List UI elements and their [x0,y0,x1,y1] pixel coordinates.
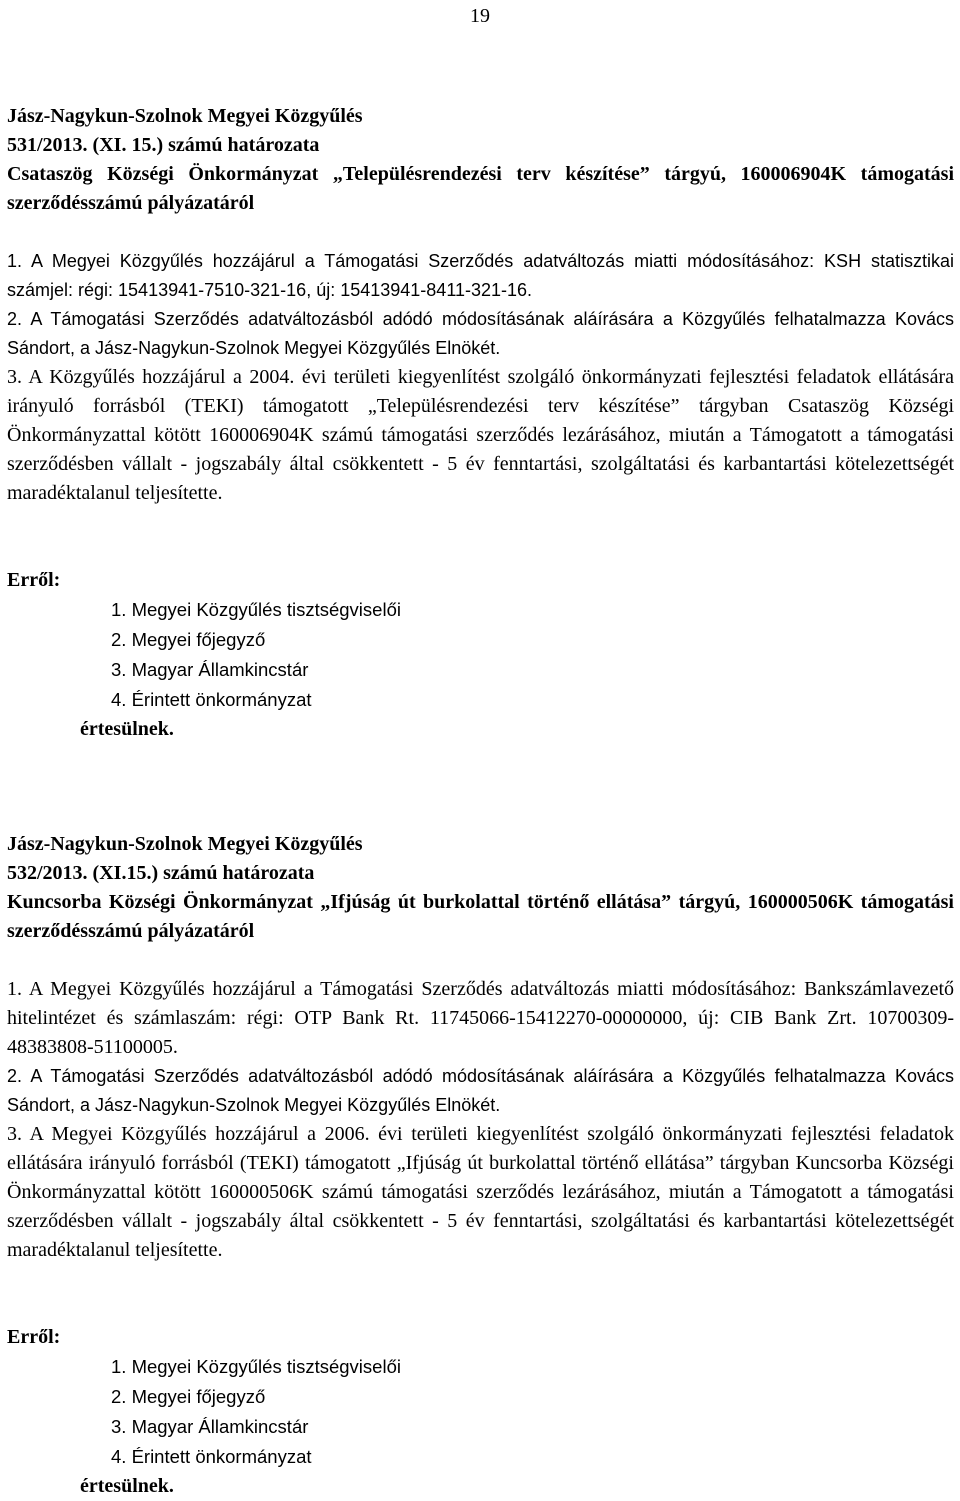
paragraph-text: A Támogatási Szerződés adatváltozásból adódó módosításának aláírására a Közgyűlés felhatalmazza Kovács Sándort, a Jász-Nagykun-Szolnok Megyei Közgyűlés Elnökét. [7,309,954,358]
paragraph-2 [7,1062,954,1120]
list-item: 1. Megyei Közgyűlés tisztségviselői [111,1356,401,1377]
list-item: 1. Megyei Közgyűlés tisztségviselői [111,599,401,620]
paragraph-text: A Közgyűlés hozzájárul a 2004. évi területi kiegyenlítést szolgáló önkormányzati fejlesztési feladatok ellátására irányuló forrásból (TEKI) támogatott „Településrendezési terv készítése” tárgyban Csataszög Községi Önkormányzattal kötött 160006904K számú támogatási szerződés lezárásához, miután a Támogatott a támogatási szerződésben vállalt - jogszabály által csökkentett - 5 év fenntartási, szolgáltatási és karbantartási kötelezettségét maradéktalanul teljesítette. [7,366,954,504]
page-number: 19 [470,5,490,27]
distribution-block [7,1323,954,1501]
paragraph-1 [7,975,954,1062]
paragraph-number: 3. [7,1123,22,1145]
distribution-label: Erről: [7,1326,61,1348]
paragraph-number: 2. [7,309,23,329]
resolution-body-name: Jász-Nagykun-Szolnok Megyei Közgyűlés [7,105,363,127]
notify-label: értesülnek. [80,718,174,740]
list-item: 4. Érintett önkormányzat [111,1446,312,1467]
resolution-paragraphs [7,247,954,508]
resolution-532 [7,830,954,1501]
resolution-subject: Kuncsorba Községi Önkormányzat „Ifjúság út burkolattal történő ellátása” tárgyú, 160000506K támogatási szerződésszámú pályázatáról [7,891,954,942]
paragraph-text: A Megyei Közgyűlés hozzájárul a 2006. évi területi kiegyenlítést szolgáló önkormányzati fejlesztési feladatok ellátására irányuló forrásból (TEKI) támogatott „Ifjúság út burkolattal történő ellátása” tárgyban Kuncsorba Községi Önkormányzattal kötött 160000506K számú támogatási szerződés lezárásához, miután a Támogatott a támogatási szerződésben vállalt - jogszabály által csökkentett - 5 év fenntartási, szolgáltatási és karbantartási kötelezettségét maradéktalanul teljesítette. [7,1123,954,1261]
list-item: 3. Magyar Államkincstár [111,1416,309,1437]
notify-label: értesülnek. [80,1475,174,1497]
paragraph-2 [7,305,954,363]
list-item: 3. Magyar Államkincstár [111,659,309,680]
resolution-number: 531/2013. (XI. 15.) számú határozata [7,134,320,156]
list-item: 4. Érintett önkormányzat [111,689,312,710]
paragraph-number: 2. [7,1066,23,1086]
resolution-body-name: Jász-Nagykun-Szolnok Megyei Közgyűlés [7,833,363,855]
resolution-number: 532/2013. (XI.15.) számú határozata [7,862,315,884]
distribution-list [7,595,954,715]
paragraph-number: 1. [7,251,23,271]
list-item: 2. Megyei főjegyző [111,629,266,650]
distribution-list [7,1352,954,1472]
paragraph-3 [7,1120,954,1265]
paragraph-3 [7,363,954,508]
paragraph-text: A Megyei Közgyűlés hozzájárul a Támogatási Szerződés adatváltozás miatti módosításához: Bankszámlavezető hitelintézet és számlaszám: régi: OTP Bank Rt. 11745066-15412270-00000000, új: CIB Bank Zrt. 10700309-48383808-51100005. [7,978,955,1058]
distribution-label: Erről: [7,569,61,591]
resolution-subject: Csataszög Községi Önkormányzat „Településrendezési terv készítése” tárgyú, 160006904K támogatási szerződésszámú pályázatáról [7,163,954,214]
paragraph-text: A Támogatási Szerződés adatváltozásból adódó módosításának aláírására a Közgyűlés felhatalmazza Kovács Sándort, a Jász-Nagykun-Szolnok Megyei Közgyűlés Elnökét. [7,1066,954,1115]
paragraph-1 [7,247,954,305]
resolution-531 [7,102,954,744]
list-item: 2. Megyei főjegyző [111,1386,266,1407]
paragraph-number: 1. [7,978,22,1000]
resolution-paragraphs [7,975,954,1265]
distribution-block [7,566,954,744]
paragraph-number: 3. [7,366,22,388]
paragraph-text: A Megyei Közgyűlés hozzájárul a Támogatási Szerződés adatváltozás miatti módosításához: KSH statisztikai számjel: régi: 15413941-7510-321-16, új: 15413941-8411-321-16. [7,251,954,300]
